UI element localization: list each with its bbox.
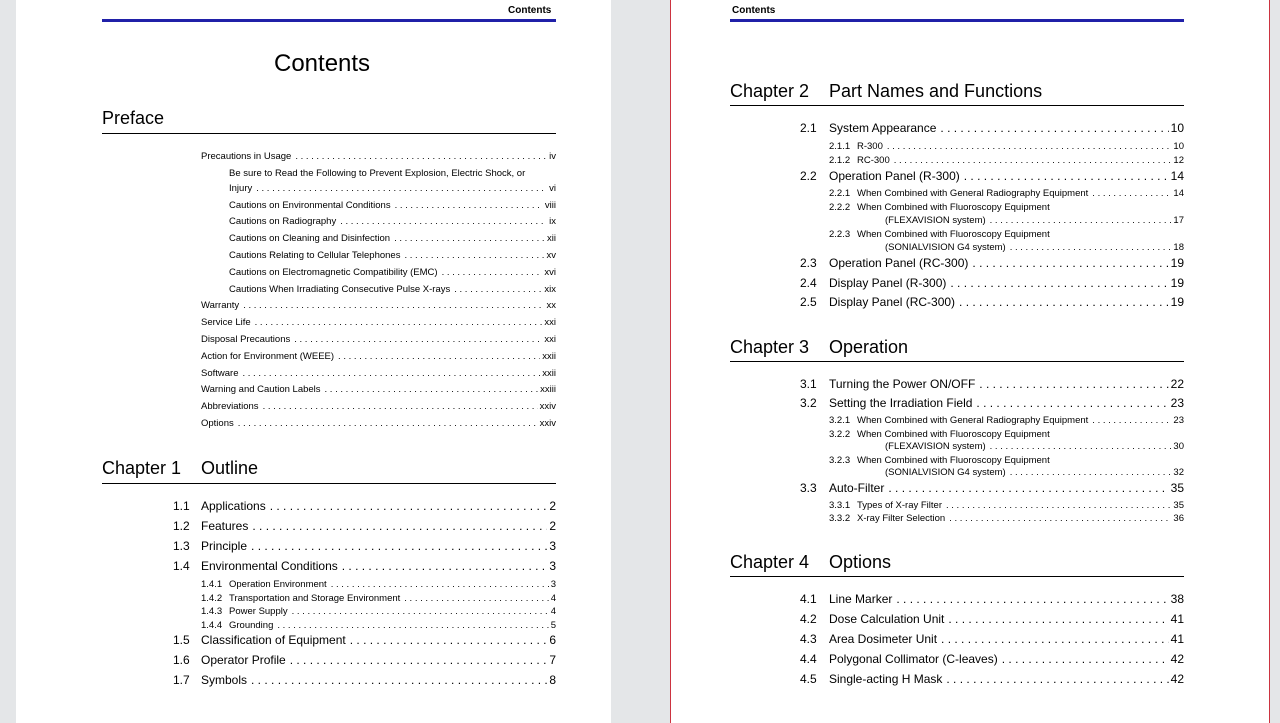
- toc-leader-dots: [243, 300, 544, 311]
- toc-entry-label: Transportation and Storage Environment: [229, 592, 401, 604]
- toc-leader-dots: [976, 396, 1168, 410]
- toc-entry-label: Operation Panel (R-300): [829, 168, 960, 183]
- toc-entry-label: Cautions When Irradiating Consecutive Pulse X-rays: [229, 283, 451, 295]
- toc-entry-label: Cautions on Environmental Conditions: [229, 199, 391, 211]
- toc-leader-dots: [325, 384, 539, 395]
- toc-entry-page: 3: [549, 559, 556, 573]
- toc-entry-page: 10: [1173, 140, 1184, 152]
- toc-entry-label: System Appearance: [829, 121, 937, 135]
- toc-entry-label: (SONIALVISION G4 system): [885, 467, 1006, 479]
- toc-entry-label: When Combined with Fluoroscopy Equipment: [857, 202, 1050, 213]
- toc-entry-number: 2.2.3: [829, 229, 851, 240]
- toc-entry-page: 5: [550, 619, 556, 631]
- toc-entry[interactable]: [173, 539, 556, 553]
- toc-entry-page: 30: [1173, 441, 1184, 453]
- toc-entry-number: 3.2: [800, 396, 817, 410]
- chapter-title: Operation: [829, 337, 909, 357]
- toc-entry-number: 1.4: [173, 559, 190, 573]
- toc-entry-number: 3.2.1: [829, 415, 851, 426]
- toc-entry-number: 1.4.4: [201, 619, 223, 631]
- toc-leader-dots: [949, 513, 1171, 524]
- toc-entry-label: Principle: [201, 539, 248, 553]
- toc-entry[interactable]: [885, 242, 1184, 253]
- toc-leader-dots: [294, 334, 542, 345]
- toc-entry-label: Precautions in Usage: [201, 151, 292, 162]
- toc-entry-number: 4.4: [800, 652, 817, 666]
- toc-leader-dots: [1010, 242, 1172, 253]
- toc-leader-dots: [888, 481, 1168, 495]
- toc-entry[interactable]: [201, 317, 556, 328]
- toc-leader-dots: [292, 606, 549, 617]
- toc-leader-dots: [256, 183, 547, 194]
- toc-entry-page: xvi: [544, 266, 556, 278]
- toc-entry-page: 3: [549, 539, 556, 553]
- toc-entry-page: 8: [549, 673, 556, 688]
- toc-entry[interactable]: [885, 441, 1184, 452]
- toc-entry[interactable]: [829, 415, 1184, 426]
- toc-entry-page: 42: [1170, 672, 1184, 686]
- toc-entry[interactable]: [885, 467, 1184, 478]
- toc-entry-page: xxii: [542, 367, 556, 379]
- toc-entry-page: xv: [546, 250, 556, 261]
- toc-entry-label: Grounding: [229, 619, 274, 631]
- toc-entry-label: Types of X-ray Filter: [857, 499, 942, 511]
- toc-entry[interactable]: [201, 368, 556, 379]
- toc-entry-label: Area Dosimeter Unit: [829, 632, 938, 646]
- toc-entry-page: 36: [1173, 513, 1184, 525]
- toc-leader-dots: [1092, 415, 1171, 426]
- toc-entry-number: 1.3: [173, 539, 190, 553]
- toc-entry-page: 6: [549, 633, 556, 648]
- toc-entry[interactable]: [201, 606, 556, 618]
- toc-entry[interactable]: [173, 633, 556, 648]
- toc-entry-page: xx: [546, 300, 556, 312]
- toc-entry-page: 19: [1170, 256, 1184, 270]
- toc-entry-number: 4.2: [800, 612, 817, 626]
- toc-entry[interactable]: [229, 284, 556, 295]
- toc-entry-label: Polygonal Collimator (C-leaves): [829, 652, 998, 666]
- toc-entry[interactable]: [201, 151, 556, 162]
- toc-leader-dots: [946, 500, 1171, 511]
- toc-entry[interactable]: [229, 183, 556, 194]
- toc-leader-dots: [238, 418, 538, 429]
- toc-entry[interactable]: [173, 653, 556, 668]
- toc-entry-label: Environmental Conditions: [201, 559, 338, 573]
- toc-entry-label: Service Life: [201, 317, 251, 329]
- toc-entry[interactable]: [800, 256, 1184, 270]
- toc-leader-dots: [941, 632, 1169, 646]
- toc-entry-number: 2.5: [800, 295, 817, 309]
- toc-entry[interactable]: [800, 592, 1184, 606]
- toc-entry[interactable]: [829, 499, 1184, 511]
- toc-leader-dots: [442, 267, 543, 278]
- toc-leader-dots: [1002, 652, 1169, 666]
- toc-entry[interactable]: [829, 188, 1184, 199]
- toc-entry-label: RC-300: [857, 154, 890, 166]
- toc-entry-label: Classification of Equipment: [201, 633, 346, 648]
- toc-leader-dots: [990, 215, 1172, 226]
- toc-entry[interactable]: [885, 215, 1184, 226]
- toc-entry[interactable]: [201, 351, 556, 362]
- toc-entry-label: Disposal Precautions: [201, 334, 291, 345]
- running-head: Contents: [732, 5, 776, 16]
- toc-entry[interactable]: [800, 168, 1184, 183]
- toc-entry-page: 23: [1170, 396, 1184, 410]
- toc-entry[interactable]: [201, 418, 556, 429]
- toc-entry-page: ix: [549, 216, 556, 228]
- toc-entry-number: 1.4.3: [201, 606, 223, 618]
- toc-entry[interactable]: [173, 673, 556, 688]
- toc-entry-page: 18: [1173, 242, 1184, 253]
- toc-entry[interactable]: [800, 480, 1184, 495]
- toc-entry-label: Power Supply: [229, 606, 288, 618]
- toc-entry[interactable]: [800, 652, 1184, 666]
- toc-entry[interactable]: [800, 396, 1184, 410]
- toc-entry-page: xxiv: [539, 418, 556, 429]
- toc-leader-dots: [1010, 467, 1172, 478]
- toc-entry-label: When Combined with Fluoroscopy Equipment: [857, 454, 1050, 466]
- toc-entry-page: xxi: [544, 317, 556, 329]
- toc-entry-number: 4.1: [800, 592, 817, 606]
- toc-leader-dots: [295, 151, 547, 162]
- chapter-rule: [730, 105, 1184, 106]
- toc-entry-page: 3: [550, 579, 556, 590]
- page-title: Contents: [274, 50, 371, 77]
- toc-leader-dots: [979, 377, 1168, 391]
- document-page-right: [670, 0, 1270, 723]
- toc-entry[interactable]: [829, 513, 1184, 525]
- toc-leader-dots: [255, 317, 543, 328]
- toc-leader-dots: [251, 539, 547, 553]
- toc-leader-dots: [972, 256, 1168, 270]
- toc-entry-label: Features: [201, 519, 249, 533]
- toc-entry-page: 2: [549, 499, 556, 513]
- toc-leader-dots: [263, 401, 538, 412]
- toc-entry-label: Options: [201, 418, 234, 429]
- toc-entry[interactable]: [201, 384, 556, 395]
- toc-entry-number: 2.2: [800, 168, 817, 183]
- chapter-number: Chapter 1: [102, 458, 182, 478]
- toc-entry-label: Cautions on Radiography: [229, 216, 337, 228]
- toc-entry-number: 2.3: [800, 256, 817, 270]
- chapter-rule: [730, 576, 1184, 577]
- toc-leader-dots: [252, 519, 547, 533]
- toc-entry-number: 2.1.2: [829, 154, 851, 166]
- toc-entry-page: xxiii: [540, 384, 556, 396]
- toc-entry[interactable]: [229, 233, 556, 244]
- toc-entry-label: Cautions on Cleaning and Disinfection: [229, 233, 391, 245]
- toc-leader-dots: [331, 579, 549, 590]
- toc-entry-number: 2.1.1: [829, 140, 851, 152]
- toc-leader-dots: [404, 593, 548, 604]
- toc-entry-label: (FLEXAVISION system): [885, 215, 986, 226]
- toc-entry[interactable]: [201, 334, 556, 345]
- toc-entry-page: 14: [1170, 168, 1184, 183]
- toc-entry-page: 12: [1173, 154, 1184, 166]
- toc-entry-number: 2.2.1: [829, 188, 851, 199]
- toc-leader-dots: [894, 155, 1172, 166]
- toc-entry-label: Operation Panel (RC-300): [829, 256, 969, 270]
- toc-entry[interactable]: [829, 140, 1184, 152]
- toc-entry-page: xxi: [544, 334, 556, 345]
- header-rule: [730, 19, 1184, 22]
- toc-entry[interactable]: [229, 200, 556, 211]
- toc-entry-label: Injury: [229, 182, 253, 194]
- toc-entry-page: 32: [1173, 467, 1184, 479]
- chapter-title: Outline: [201, 458, 259, 478]
- toc-entry-label: When Combined with Fluoroscopy Equipment: [857, 428, 1050, 440]
- toc-entry-page: 19: [1170, 295, 1184, 309]
- toc-entry-page: xix: [544, 283, 556, 295]
- toc-entry-page: 41: [1170, 612, 1184, 626]
- toc-entry[interactable]: [829, 154, 1184, 166]
- toc-entry-label: Software: [201, 367, 239, 379]
- toc-entry[interactable]: [173, 519, 556, 533]
- toc-entry-label: Warning and Caution Labels: [201, 384, 321, 396]
- toc-leader-dots: [395, 200, 543, 211]
- toc-entry-page: viii: [544, 199, 556, 211]
- toc-entry-label: When Combined with General Radiography Equipment: [857, 188, 1089, 199]
- toc-entry-page: iv: [549, 151, 556, 162]
- toc-entry-label: Line Marker: [829, 592, 893, 606]
- toc-entry[interactable]: [800, 295, 1184, 309]
- chapter-rule: [730, 361, 1184, 362]
- toc-entry-page: 38: [1170, 592, 1184, 606]
- toc-entry-page: 10: [1170, 121, 1184, 135]
- toc-entry-label: Operation Environment: [229, 579, 327, 590]
- toc-leader-dots: [251, 673, 547, 687]
- toc-entry-label: Turning the Power ON/OFF: [829, 377, 976, 391]
- document-page-left: [16, 0, 611, 723]
- toc-entry[interactable]: [201, 401, 556, 412]
- toc-entry-page: 14: [1173, 188, 1184, 199]
- toc-entry-number: 3.2.3: [829, 454, 851, 466]
- toc-leader-dots: [342, 559, 548, 573]
- chapter-rule: [102, 483, 556, 484]
- toc-entry-page: 4: [550, 606, 556, 618]
- toc-leader-dots: [948, 612, 1168, 626]
- toc-entry-page: xxiv: [539, 401, 556, 413]
- toc-entry-number: 2.4: [800, 275, 817, 290]
- toc-leader-dots: [350, 633, 548, 647]
- toc-entry-page: 17: [1173, 215, 1184, 226]
- toc-entry[interactable]: [229, 216, 556, 227]
- toc-entry[interactable]: [229, 250, 556, 261]
- toc-leader-dots: [940, 121, 1168, 135]
- toc-entry-number: 4.5: [800, 672, 817, 686]
- toc-entry-label: Action for Environment (WEEE): [201, 350, 335, 362]
- toc-entry[interactable]: [229, 267, 556, 278]
- toc-leader-dots: [959, 295, 1169, 309]
- toc-leader-dots: [394, 233, 545, 244]
- toc-entry-label: Cautions Relating to Cellular Telephones: [229, 250, 401, 261]
- toc-entry-page: 2: [549, 519, 556, 533]
- chapter-number: Chapter 4: [730, 552, 810, 572]
- toc-entry-label: Single-acting H Mask: [829, 672, 943, 686]
- toc-entry[interactable]: [800, 672, 1184, 686]
- toc-leader-dots: [243, 368, 541, 379]
- toc-entry-label: Abbreviations: [201, 401, 259, 413]
- toc-entry[interactable]: [800, 612, 1184, 626]
- toc-entry-page: 23: [1173, 415, 1184, 426]
- toc-leader-dots: [896, 592, 1168, 606]
- toc-entry-page: 35: [1170, 480, 1184, 495]
- toc-entry[interactable]: [201, 592, 556, 604]
- toc-entry-label: Display Panel (R-300): [829, 275, 947, 290]
- toc-entry-number: 2.1: [800, 121, 817, 135]
- toc-entry[interactable]: [201, 619, 556, 631]
- toc-entry[interactable]: [800, 121, 1184, 135]
- toc-entry-page: 42: [1170, 652, 1184, 666]
- toc-entry[interactable]: [800, 275, 1184, 290]
- toc-entry-label: When Combined with General Radiography Equipment: [857, 415, 1089, 426]
- toc-entry-number: 1.4.1: [201, 579, 223, 590]
- toc-entry-label: Display Panel (RC-300): [829, 295, 956, 309]
- toc-leader-dots: [964, 169, 1169, 183]
- toc-leader-dots: [990, 441, 1172, 452]
- toc-leader-dots: [1092, 188, 1171, 199]
- toc-entry-label: Symbols: [201, 673, 248, 688]
- toc-entry[interactable]: [800, 377, 1184, 391]
- toc-leader-dots: [950, 276, 1168, 290]
- toc-leader-dots: [887, 141, 1172, 152]
- toc-leader-dots: [340, 216, 547, 227]
- toc-entry-page: 4: [550, 592, 556, 604]
- section-rule: [102, 133, 556, 134]
- toc-leader-dots: [946, 672, 1168, 686]
- toc-entry-label: Be sure to Read the Following to Prevent Explosion, Electric Shock, or: [229, 167, 526, 179]
- toc-entry-label: When Combined with Fluoroscopy Equipment: [857, 229, 1050, 240]
- toc-entry-label: R-300: [857, 140, 883, 152]
- chapter-number: Chapter 3: [730, 337, 810, 357]
- toc-entry-page: 22: [1170, 377, 1184, 391]
- toc-entry-label: Setting the Irradiation Field: [829, 396, 973, 410]
- toc-entry-label: (SONIALVISION G4 system): [885, 242, 1006, 253]
- toc-entry-page: 19: [1170, 275, 1184, 290]
- toc-entry-number: 1.6: [173, 653, 190, 668]
- toc-entry-number: 1.5: [173, 633, 190, 648]
- toc-entry-number: 1.2: [173, 519, 190, 533]
- toc-entry-number: 1.1: [173, 499, 190, 513]
- toc-entry-page: xii: [547, 233, 556, 245]
- toc-entry-number: 3.3.1: [829, 499, 851, 511]
- toc-entry-label: Cautions on Electromagnetic Compatibility (EMC): [229, 266, 438, 278]
- toc-leader-dots: [270, 499, 548, 513]
- toc-entry-number: 3.3: [800, 480, 817, 495]
- toc-entry-label: Auto-Filter: [829, 480, 885, 495]
- toc-entry-number: 3.2.2: [829, 428, 851, 440]
- toc-entry-label: Applications: [201, 499, 266, 513]
- toc-leader-dots: [277, 620, 548, 631]
- chapter-number: Chapter 2: [730, 81, 810, 101]
- toc-entry-label: (FLEXAVISION system): [885, 441, 986, 453]
- toc-leader-dots: [454, 284, 542, 295]
- toc-entry-page: vi: [549, 182, 556, 194]
- toc-entry-page: 7: [549, 653, 556, 668]
- toc-entry-number: 1.7: [173, 673, 190, 688]
- toc-leader-dots: [290, 653, 548, 667]
- toc-entry[interactable]: [201, 579, 556, 590]
- toc-entry[interactable]: [173, 499, 556, 513]
- toc-entry-page: 35: [1173, 499, 1184, 511]
- toc-entry-number: 3.1: [800, 377, 817, 391]
- toc-entry-number: 1.4.2: [201, 592, 223, 604]
- toc-leader-dots: [404, 250, 544, 261]
- toc-entry-label: Dose Calculation Unit: [829, 612, 945, 626]
- running-head: Contents: [508, 5, 552, 16]
- chapter-title: Part Names and Functions: [829, 81, 1043, 101]
- toc-entry-label: X-ray Filter Selection: [857, 513, 946, 525]
- toc-entry-label: Warranty: [201, 300, 240, 312]
- toc-entry-page: 41: [1170, 632, 1184, 646]
- toc-entry-number: 3.3.2: [829, 513, 851, 525]
- section-heading-preface: Preface: [102, 108, 165, 128]
- toc-entry-number: 4.3: [800, 632, 817, 646]
- toc-entry[interactable]: [173, 559, 556, 573]
- toc-entry-number: 2.2.2: [829, 202, 851, 213]
- chapter-title: Options: [829, 552, 892, 572]
- toc-entry-label: Operator Profile: [201, 653, 286, 668]
- toc-entry[interactable]: [800, 632, 1184, 646]
- header-rule: [102, 19, 556, 22]
- toc-entry-page: xxii: [542, 350, 556, 362]
- toc-entry[interactable]: [201, 300, 556, 311]
- toc-leader-dots: [338, 351, 540, 362]
